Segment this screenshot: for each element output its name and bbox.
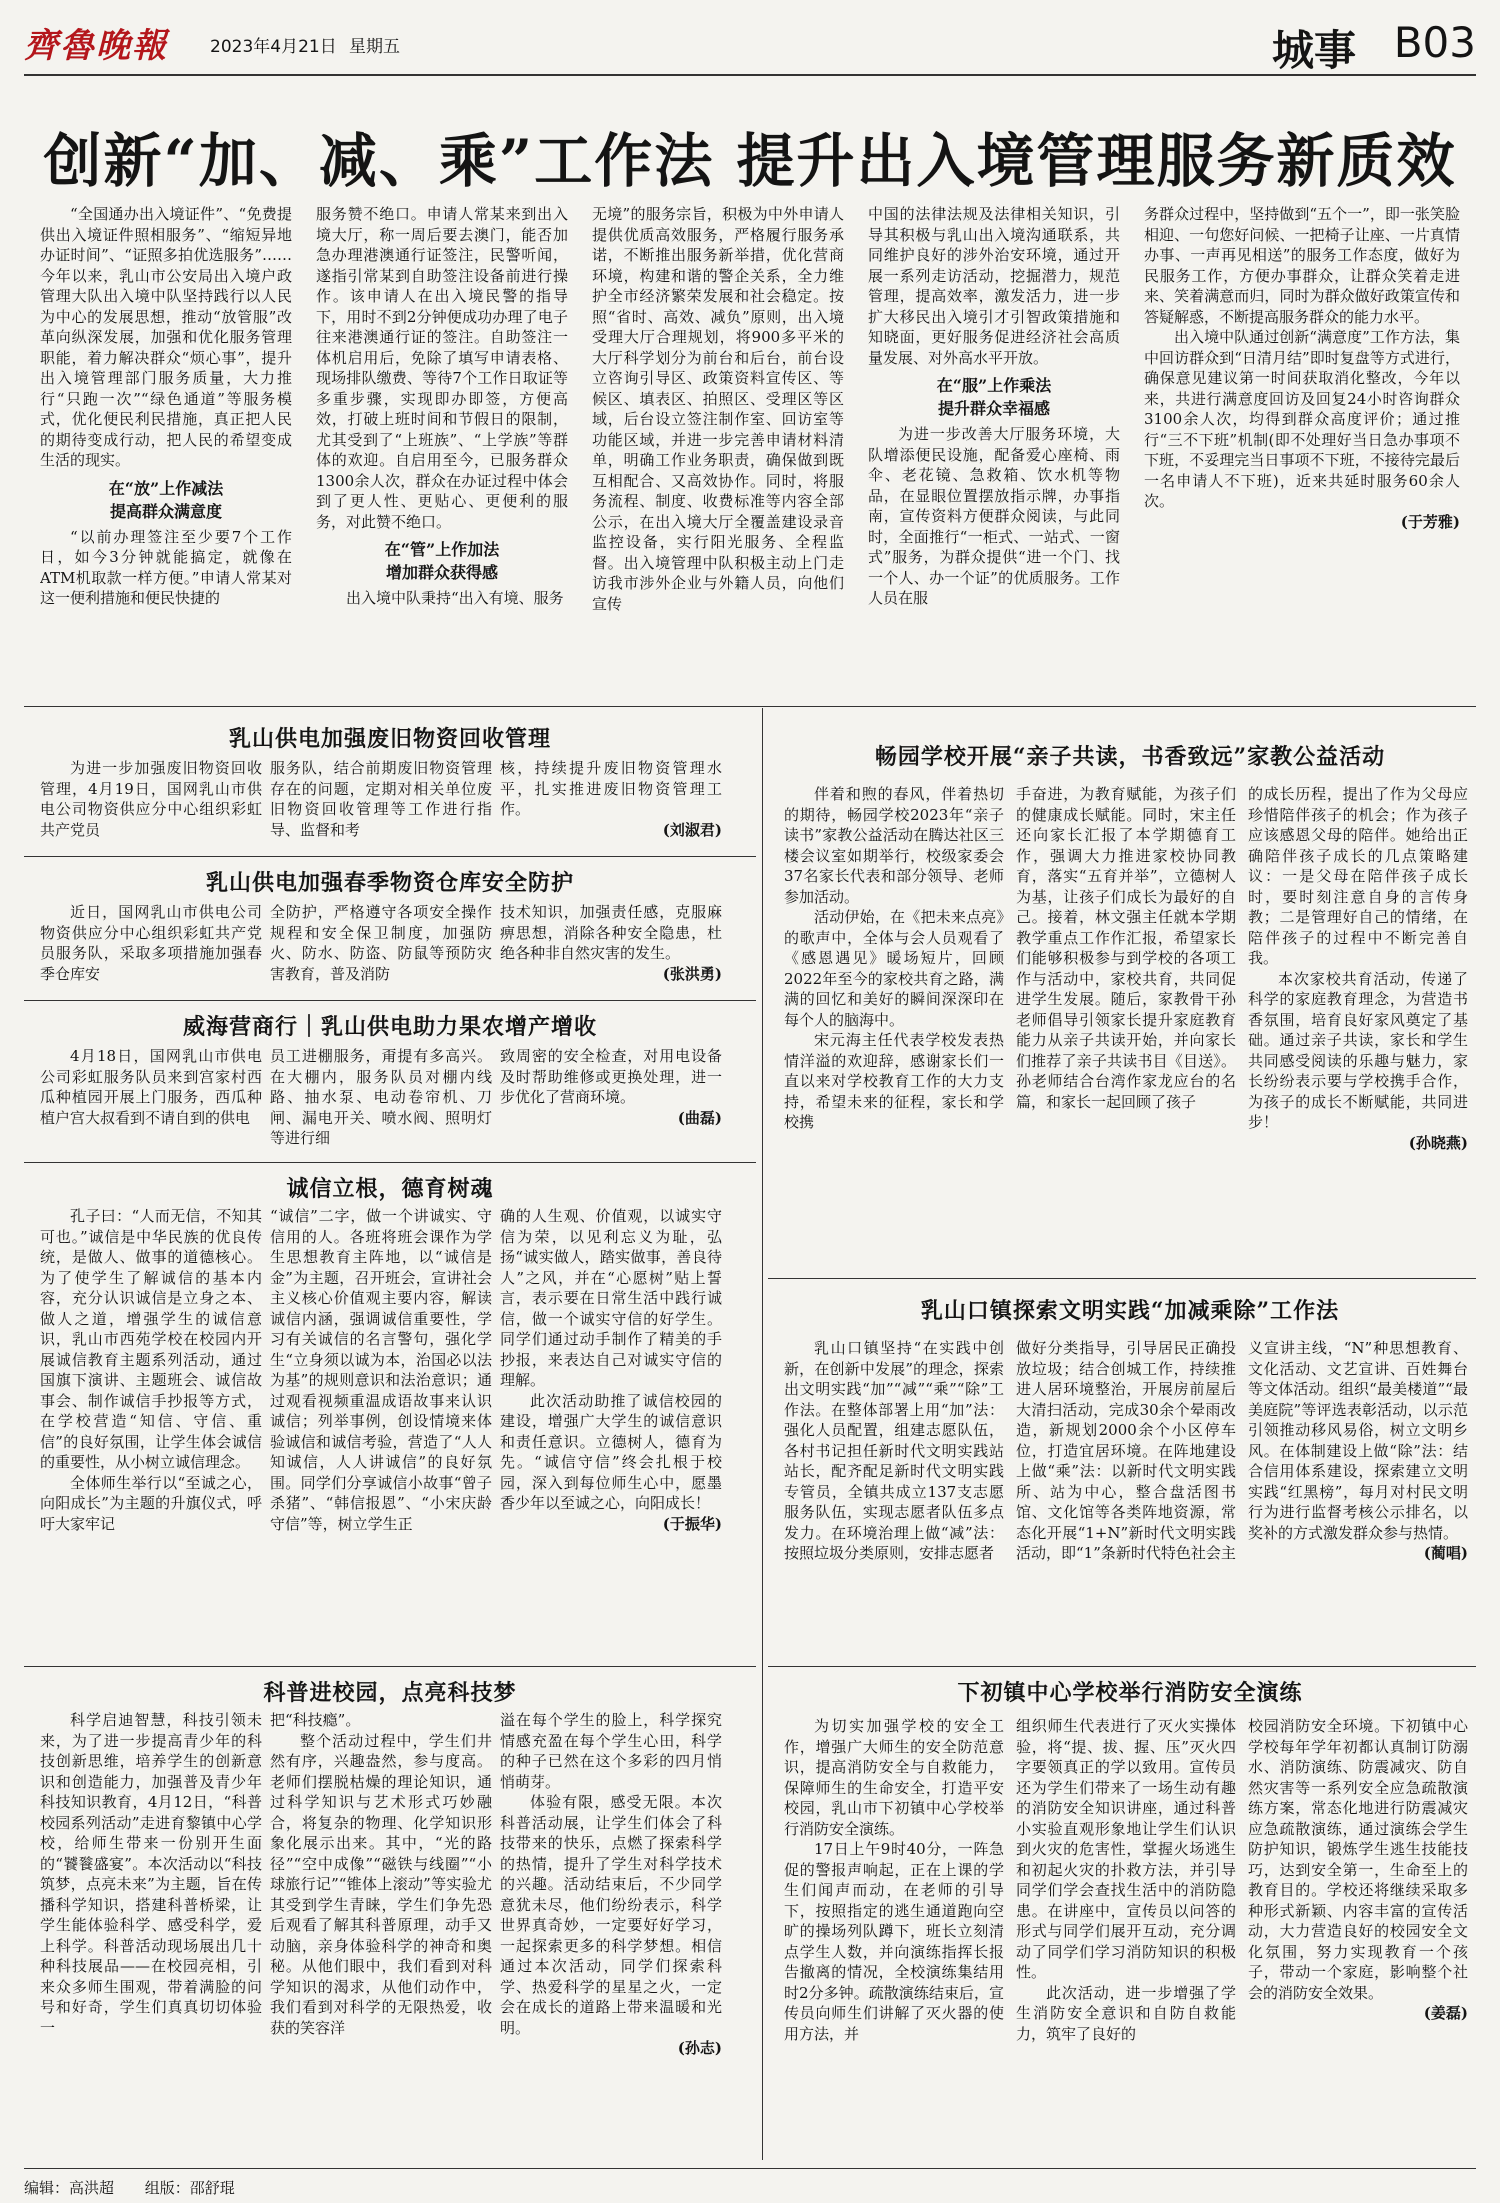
divider	[24, 1000, 756, 1001]
paragraph: 出入境中队通过创新“满意度”工作方法，集中回访群众到“日清月结”即时复盘等方式进行，确保意见建议第一时间获取消化整改，今年以来，共进行满意度回访及回复24小时咨询群众3100余人次，均得到群众高度评价；通过推行“三不下班”机制(即不处理好当日急办事项不下班，不妥理完当日事项不下班，不接待完最后一名申请人不下班)，近来共延时服务60余人次。	[1144, 328, 1460, 510]
paragraph: 全体师生举行以“至诚之心，向阳成长”为主题的升旗仪式，呼吁大家牢记	[40, 1473, 262, 1533]
paragraph: “全国通办出入境证件”、“免费提供出入境证件照相服务”、“缩短异地办证时间”、“证照多拍优选服务”……今年以来，乳山市公安局出入境户政管理大队出入境中队坚持践行以人民为中心的发展思想，推动“放管服”改革向纵深发展，加强和优化服务管理职能，着力解决群众“烦心事”，提升出入境管理部门服务质量，大力推行“只跑一次”“绿色通道”等服务模式，优化便民利民措施，真正把人民的期待变成行动，把人民的希望变成生活的现实。	[40, 205, 292, 469]
newspaper-logo: 齊魯晚報	[24, 26, 168, 66]
paragraph: 为进一步加强废旧物资回收管理，4月19日，国网乳山市供电公司物资供应分中心组织彩虹共产党员	[40, 759, 262, 839]
issue-weekday: 星期五	[349, 37, 400, 57]
article-headline: 科普进校园，点亮科技梦	[263, 1680, 517, 1706]
byline: (蔺唱)	[1423, 1544, 1468, 1562]
paragraph: 近日，国网乳山市供电公司物资供应分中心组织彩虹共产党员服务队，采取多项措施加强春季仓库安	[40, 903, 262, 983]
editor-credit: 编辑：高洪超	[24, 2179, 115, 2197]
byline: (刘淑君)	[662, 820, 722, 839]
divider	[768, 1666, 1476, 1667]
lead-headline: 创新“加、减、乘”工作法 提升出入境管理服务新质效	[43, 127, 1457, 195]
paragraph: 本次家校共育活动，传递了科学的家庭教育理念，为营造书香氛围，培育良好家风奠定了基础。通过亲子共读，家长和学生共同感受阅读的乐趣与魅力，家长纷纷表示要与学校携手合作，为孩子的成长不断赋能，共同进步！	[1248, 969, 1468, 1131]
article-column	[1016, 784, 1236, 1264]
article-headline: 乳山口镇探索文明实践“加减乘除”工作法	[920, 1298, 1340, 1324]
divider	[24, 856, 756, 857]
paragraph: 宋元海主任代表学校发表热情洋溢的欢迎辞，感谢家长们一直以来对学校教育工作的大力支持，希望未来的征程，家长和学校携	[784, 1031, 1004, 1131]
paragraph: 为切实加强学校的安全工作，增强广大师生的安全防范意识，提高消防安全与自救能力，保障师生的生命安全，打造平安校园，乳山市下初镇中心学校举行消防安全演练。	[784, 1717, 1004, 1838]
paragraph: 无境”的服务宗旨，积极为中外申请人提供优质高效服务，严格履行服务承诺，不断推出服务新举措，优化营商环境，构建和谐的警企关系，全力维护全市经济繁荣发展和社会稳定。按照“省时、高效、减负”原则，出入境受理大厅合理规划，将900多平米的大厅科学划分为前台和后台，前台设立咨询引导区、政策资料宣传区、等候区、填表区、拍照区、受理区等区域，后台设立签注制作室、回访室等功能区域，并进一步完善申请材料清单，明确工作业务职责，确保做到既互相配合、又高效协作。同时，将服务流程、制度、收费标准等内容全部公示，在出入境大厅全覆盖建设录音监控设备，实行阳光服务、全程监督。出入境管理中队积极主动上门走访我市涉外企业与外籍人员，向他们宣传	[592, 205, 844, 613]
lead-column-5	[1144, 204, 1460, 689]
article-headline: 畅园学校开展“亲子共读，书香致远”家教公益活动	[874, 744, 1386, 770]
paragraph: 做好分类指导，引导居民正确投放垃圾；结合创城工作，持续推进人居环境整治，开展房前屋后大清扫活动，完成30余个晕雨改造，新规划2000余个小区停车位，打造宜居环境。在阵地建设上做“乘”法：以新时代文明实践所、站为中心，整合盘活图书馆、文化馆等各类阵地资源，常态化开展“1+N”新时代文明实践活动，即“1”条新时代特色社会主	[1016, 1339, 1236, 1562]
article-column	[784, 784, 1004, 1264]
article-column	[40, 1710, 262, 2158]
article-column	[270, 1206, 492, 1658]
paragraph: 伴着和煦的春风，伴着热切的期待，畅园学校2023年“亲子读书”家教公益活动在腾达社区三楼会议室如期举行，校级家委会37名家长代表和部分领导、老师参加活动。	[784, 785, 1004, 906]
paragraph: 组织师生代表进行了灭火实操体验，将“提、拔、握、压”灭火四字要领真正的学以致用。宣传员还为学生们带来了一场生动有趣的消防安全知识讲座，通过科普小实验直观形象地让学生们认识到火灾的危害性，掌握火场逃生和初起火灾的扑救方法，并引导同学们学会查找生活中的消防隐患。在讲座中，宣传员以问答的形式与同学们展开互动，充分调动了同学们学习消防知识的积极性。	[1016, 1717, 1236, 1981]
divider	[24, 1666, 756, 1667]
divider	[24, 706, 1476, 707]
article-headline: 下初镇中心学校举行消防安全演练	[957, 1680, 1303, 1706]
paragraph: 17日上午9时40分，一阵急促的警报声响起，正在上课的学生们闻声而动，在老师的引导下，按照指定的逃生通道跑向空旷的操场列队蹲下，班长立刻清点学生人数，并向演练指挥长报告撤离的情况，全校演练集结用时2分多钟。疏散演练结束后，宣传员向师生们讲解了灭火器的使用方法，并	[784, 1840, 1004, 2043]
byline: (于芳雅)	[1400, 512, 1460, 531]
article-column	[270, 1710, 492, 2158]
article-column	[40, 758, 262, 848]
article-column	[500, 902, 722, 992]
article-column	[1248, 1716, 1468, 2158]
paragraph: 核，持续提升废旧物资管理水平，扎实推进废旧物资管理工作。	[500, 759, 722, 818]
divider	[768, 1278, 1476, 1279]
paragraph: 确的人生观、价值观，以诚实守信为荣，以见利忘义为耻，弘扬“诚实做人，踏实做事，善良待人”之风，并在“心愿树”贴上誓言，表示要在日常生活中践行诚信，做一个诚实守信的好学生。同学们通过动手制作了精美的手抄报，来表达自己对诚实守信的理解。	[500, 1207, 722, 1389]
article-column	[270, 1046, 492, 1154]
paragraph: 整个活动过程中，学生们井然有序，兴趣盎然，参与度高。老师们摆脱枯燥的理论知识，通过科学知识与艺术形式巧妙融合，将复杂的物理、化学知识形象化展示出来。其中，“光的路径”“空中成像”“磁铁与线圈”“小球旅行记”“锥体上滚动”等实验尤其受到学生青睐，学生们争先恐后观看了解其科普原理，动手又动脑，亲身体验科学的神奇和奥秘。从他们眼中，我们看到对科学知识的渴求，从他们动作中，我们看到对科学的无限热爱，收获的笑容洋	[270, 1731, 492, 2037]
paragraph: “诚信”二字，做一个讲诚实、守信用的人。各班将班会课作为学生思想教育主阵地，以“诚信是金”为主题，召开班会，宣讲社会主义核心价值观主要内容，解读诚信内涵，强调诚信重要性，学习有关诚信的名言警句，强化学生“立身须以诚为本，治国必以法为基”的规则意识和法治意识；通过观看视频重温成语故事来认识诚信；列举事例，创设情境来体验诚信和诚信考验，营造了“人人知诚信，人人讲诚信”的良好氛围。同学们分享诚信小故事“曾子杀猪”、“韩信报恩”、“小宋庆龄守信”等，树立学生正	[270, 1207, 492, 1533]
paragraph: 义宣讲主线，“N”种思想教育、文化活动、文艺宣讲、百姓舞台等文体活动。组织“最美楼道”“最美庭院”等评选表彰活动，以示范引领推动移风易俗，树立文明乡风。在体制建设上做“除”法：结合信用体系建设，探索建立文明实践“红黑榜”，每月对村民文明行为进行监督考核公示排名，以奖补的方式激发群众参与热情。	[1248, 1339, 1468, 1542]
byline: (孙志)	[677, 2039, 722, 2057]
paragraph: 乳山口镇坚持“在实践中创新，在创新中发展”的理念，探索出文明实践“加”“减”“乘”“除”工作法。在整体部署上用“加”法：强化人员配置，组建志愿队伍，各村书记担任新时代文明实践站站长，配齐配足新时代文明实践专管员，全镇共成立137支志愿服务队伍，实现志愿者队伍多点发力。在环境治理上做“减”法：按照垃圾分类原则，安排志愿者	[784, 1339, 1004, 1562]
paragraph: 全防护，严格遵守各项安全操作规程和安全保卫制度，加强防火、防水、防盗、防鼠等预防灾害教育，普及消防	[270, 903, 492, 983]
subheading: 在“服”上作乘法 提升群众幸福感	[936, 376, 1052, 418]
paragraph: 务群众过程中，坚持做到“五个一”，即一张笑脸相迎、一句您好问候、一把椅子让座、一片真情办事、一声再见相送”的服务工作态度，做好为民服务工作，方便办事群众，让群众笑着走进来、笑着满意而归，同时为群众做好政策宣传和答疑解惑，不断提高服务群众的能力水平。	[1144, 205, 1460, 326]
paragraph: 此次活动，进一步增强了学生消防安全意识和自防自救能力，筑牢了良好的	[1016, 1983, 1236, 2043]
page-footer	[24, 2168, 1476, 2198]
masthead	[24, 14, 1476, 76]
article-column	[40, 1206, 262, 1658]
paragraph: 此次活动助推了诚信校园的建设，增强广大学生的诚信意识和责任意识。立德树人，德育为先。“诚信守信”终会扎根于校园，深入到每位师生心中，愿墨香少年以至诚之心，向阳成长！	[500, 1391, 722, 1512]
article-column	[1248, 1338, 1468, 1658]
paragraph: “以前办理签注至少要7个工作日，如今3分钟就能搞定，就像在ATM机取款一样方便。”申请人常某对这一便利措施和便民快捷的	[40, 527, 292, 607]
article-column	[500, 1206, 722, 1658]
paragraph: 校园消防安全环境。下初镇中心学校每年学年初都认真制订防溺水、消防演练、防震减灾、防自然灾害等一系列安全应急疏散演练方案，常态化地进行防震减灾应急疏散演练，通过演练会学生防护知识，锻炼学生逃生技能技巧，达到安全第一，生命至上的教育目的。学校还将继续采取多种形式新颖、内容丰富的宣传活动，大力营造良好的校园安全文化氛围，努力实现教育一个孩子，带动一个家庭，影响整个社会的消防安全效果。	[1248, 1717, 1468, 2002]
byline: (姜磊)	[1423, 2004, 1468, 2022]
article-column	[1248, 784, 1468, 1264]
article-column	[1016, 1716, 1236, 2158]
section-name: 城事	[1271, 26, 1356, 75]
paragraph: 4月18日，国网乳山市供电公司彩虹服务队员来到宫家村西瓜种植园开展上门服务，西瓜种植户宫大叔看到不请自到的供电	[40, 1047, 262, 1127]
byline: (孙晓燕)	[1408, 1133, 1468, 1152]
lead-column-3	[592, 204, 844, 689]
lead-column-1	[40, 204, 292, 689]
issue-date: 2023年4月21日	[210, 37, 337, 57]
article-column	[500, 1710, 722, 2158]
article-headline: 乳山供电加强废旧物资回收管理	[228, 726, 551, 752]
paragraph: 中国的法律法规及法律相关知识，引导其积极与乳山出入境沟通联系，共同维护良好的涉外治安环境，通过开展一系列走访活动，挖掘潜力，规范管理，提高效率，激发活力，进一步扩大移民出入境引才引智政策措施和知晓面，更好服务促进经济社会高质量发展、对外高水平开放。	[868, 205, 1120, 367]
paragraph: 活动伊始，在《把未来点亮》的歌声中，全体与会人员观看了《感恩遇见》暖场短片，回顾2022年至今的家校共育之路，满满的回忆和美好的瞬间深深印在每个人的脑海中。	[784, 908, 1004, 1029]
paragraph: 致周密的安全检查，对用电设备及时帮助维修或更换处理，进一步优化了营商环境。	[500, 1047, 722, 1106]
paragraph: 的成长历程，提出了作为父母应珍惜陪伴孩子的机会；作为孩子应该感恩父母的陪伴。她给出正确陪伴孩子成长的几点策略建议：一是父母在陪伴孩子成长时，要时刻注意自身的言传身教；二是管理好自己的情绪，在陪伴孩子的过程中不断完善自我。	[1248, 785, 1468, 967]
paragraph: 服务赞不绝口。申请人常某来到出入境大厅，称一周后要去澳门，能否加急办理港澳通行证签注，民警听闻，遂指引常某到自助签注设备前进行操作。该申请人在出入境民警的指导下，用时不到2分钟便成功办理了电子往来港澳通行证的签注。自助签注一体机启用后，免除了填写申请表格、现场排队缴费、等待7个工作日取证等多重步骤，实现即办即签，方便高效，打破上班时间和节假日的限制，尤其受到了“上班族”、“上学族”等群体的欢迎。自启用至今，已服务群众1300余人次，群众在办证过程中体会到了更人性、更贴心、更便利的服务，对此赞不绝口。	[316, 205, 568, 531]
article-column	[500, 758, 722, 848]
paragraph: 手奋进，为教育赋能，为孩子们的健康成长赋能。同时，宋主任还向家长汇报了本学期德育工作，强调大力推进家校协同教育，落实“五育并举”，立德树人为基，让孩子们成长为最好的自己。接着，林文强主任就本学期教学重点工作作汇报，希望家长们能够积极参与到学校的各项工作与活动中，家校共育，共同促进学生发展。随后，家教骨干孙老师倡导引领家长提升家庭教育能力从亲子共读开始，并向家长们推荐了亲子共读书目《目送》。孙老师结合台湾作家龙应台的名篇，和家长一起回顾了孩子	[1016, 785, 1236, 1111]
divider	[24, 1162, 756, 1163]
subheading: 在“管”上作加法 增加群众获得感	[384, 540, 500, 582]
paragraph: 溢在每个学生的脸上，科学探究情感充盈在每个学生心田，科学的种子已然在这个多彩的四月悄悄萌芽。	[500, 1711, 722, 1791]
column-divider	[762, 708, 763, 2160]
byline: (张洪勇)	[662, 964, 722, 983]
byline: (曲磊)	[677, 1108, 722, 1127]
paragraph: 服务队，结合前期废旧物资管理存在的问题，定期对相关单位废旧物资回收管理等工作进行指导、监督和考	[270, 759, 492, 839]
byline: (于振华)	[662, 1514, 722, 1533]
paragraph: 员工进棚服务，甭提有多高兴。在大棚内，服务队员对棚内线路、抽水泵、电动卷帘机、刀闸、漏电开关、喷水阀、照明灯等进行细	[270, 1047, 492, 1147]
article-column	[40, 1046, 262, 1154]
article-column	[270, 902, 492, 992]
subheading: 在“放”上作减法 提高群众满意度	[108, 478, 224, 521]
article-headline: 诚信立根，德育树魂	[286, 1176, 494, 1202]
article-headline: 威海营商行｜乳山供电助力果农增产增收	[182, 1014, 597, 1040]
paragraph: 技术知识，加强责任感，克服麻痹思想，消除各种安全隐患，杜绝各种非自然灾害的发生。	[500, 903, 722, 962]
layout-credit: 组版：邵舒琨	[144, 2179, 235, 2197]
article-column	[500, 1046, 722, 1154]
article-column	[40, 902, 262, 992]
article-column	[784, 1716, 1004, 2158]
paragraph: 科学启迪智慧，科技引领未来，为了进一步提高青少年的科技创新思维，培养学生的创新意识和创造能力，加强普及青少年科技知识教育，4月12日，“科普校园系列活动”走进育黎镇中心学校，给师生带来一份别开生面的“饕餮盛宴”。本次活动以“科技筑梦，点亮未来”为主题，旨在传播科学知识，搭建科普桥梁，让学生能体验科学、感受科学，爱上科学。科普活动现场展出几十种科技展品——在校园亮相，引来众多师生围观，带着满脸的问号和好奇，学生们真真切切体验一	[40, 1711, 262, 2037]
paragraph: 出入境中队秉持“出入有境、服务	[346, 589, 564, 607]
page-number: B03	[1393, 18, 1476, 67]
paragraph: 体验有限，感受无限。本次科普活动展，让学生们体会了科技带来的快乐，点燃了探索科学的热情，提升了学生对科学技术的兴趣。活动结束后，不少同学意犹未尽，他们纷纷表示，科学世界真奇妙，一定要好好学习，一起探索更多的科学梦想。相信通过本次活动，同学们探索科学、热爱科学的星星之火，一定会在成长的道路上带来温暖和光明。	[500, 1793, 722, 2037]
article-column	[270, 758, 492, 848]
lead-column-2	[316, 204, 568, 689]
lead-column-4	[868, 204, 1120, 689]
article-column	[1016, 1338, 1236, 1658]
article-column	[784, 1338, 1004, 1658]
paragraph: 把“科技瘾”。	[270, 1711, 361, 1729]
paragraph: 为进一步改善大厅服务环境，大队增添便民设施，配备爱心座椅、雨伞、老花镜、急救箱、饮水机等物品，在显眼位置摆放指示牌，办事指南，宣传资料方便群众阅读，与此同时，全面推行“一柜式、一站式、一窗式”服务，为群众提供“进一个门、找一个人、办一个证”的优质服务。工作人员在服	[868, 425, 1120, 607]
paragraph: 孔子曰：“人而无信，不知其可也。”诚信是中华民族的优良传统，是做人、做事的道德核心。为了使学生了解诚信的基本内容，充分认识诚信是立身之本、做人之道，增强学生的诚信意识，乳山市西苑学校在校园内开展诚信教育主题系列活动，通过国旗下演讲、主题班会、诚信故事会、制作诚信手抄报等方式，在学校营造“知信、守信、重信”的良好氛围，让学生体会诚信的重要性，从小树立诚信理念。	[40, 1207, 262, 1471]
article-headline: 乳山供电加强春季物资仓库安全防护	[205, 870, 574, 896]
